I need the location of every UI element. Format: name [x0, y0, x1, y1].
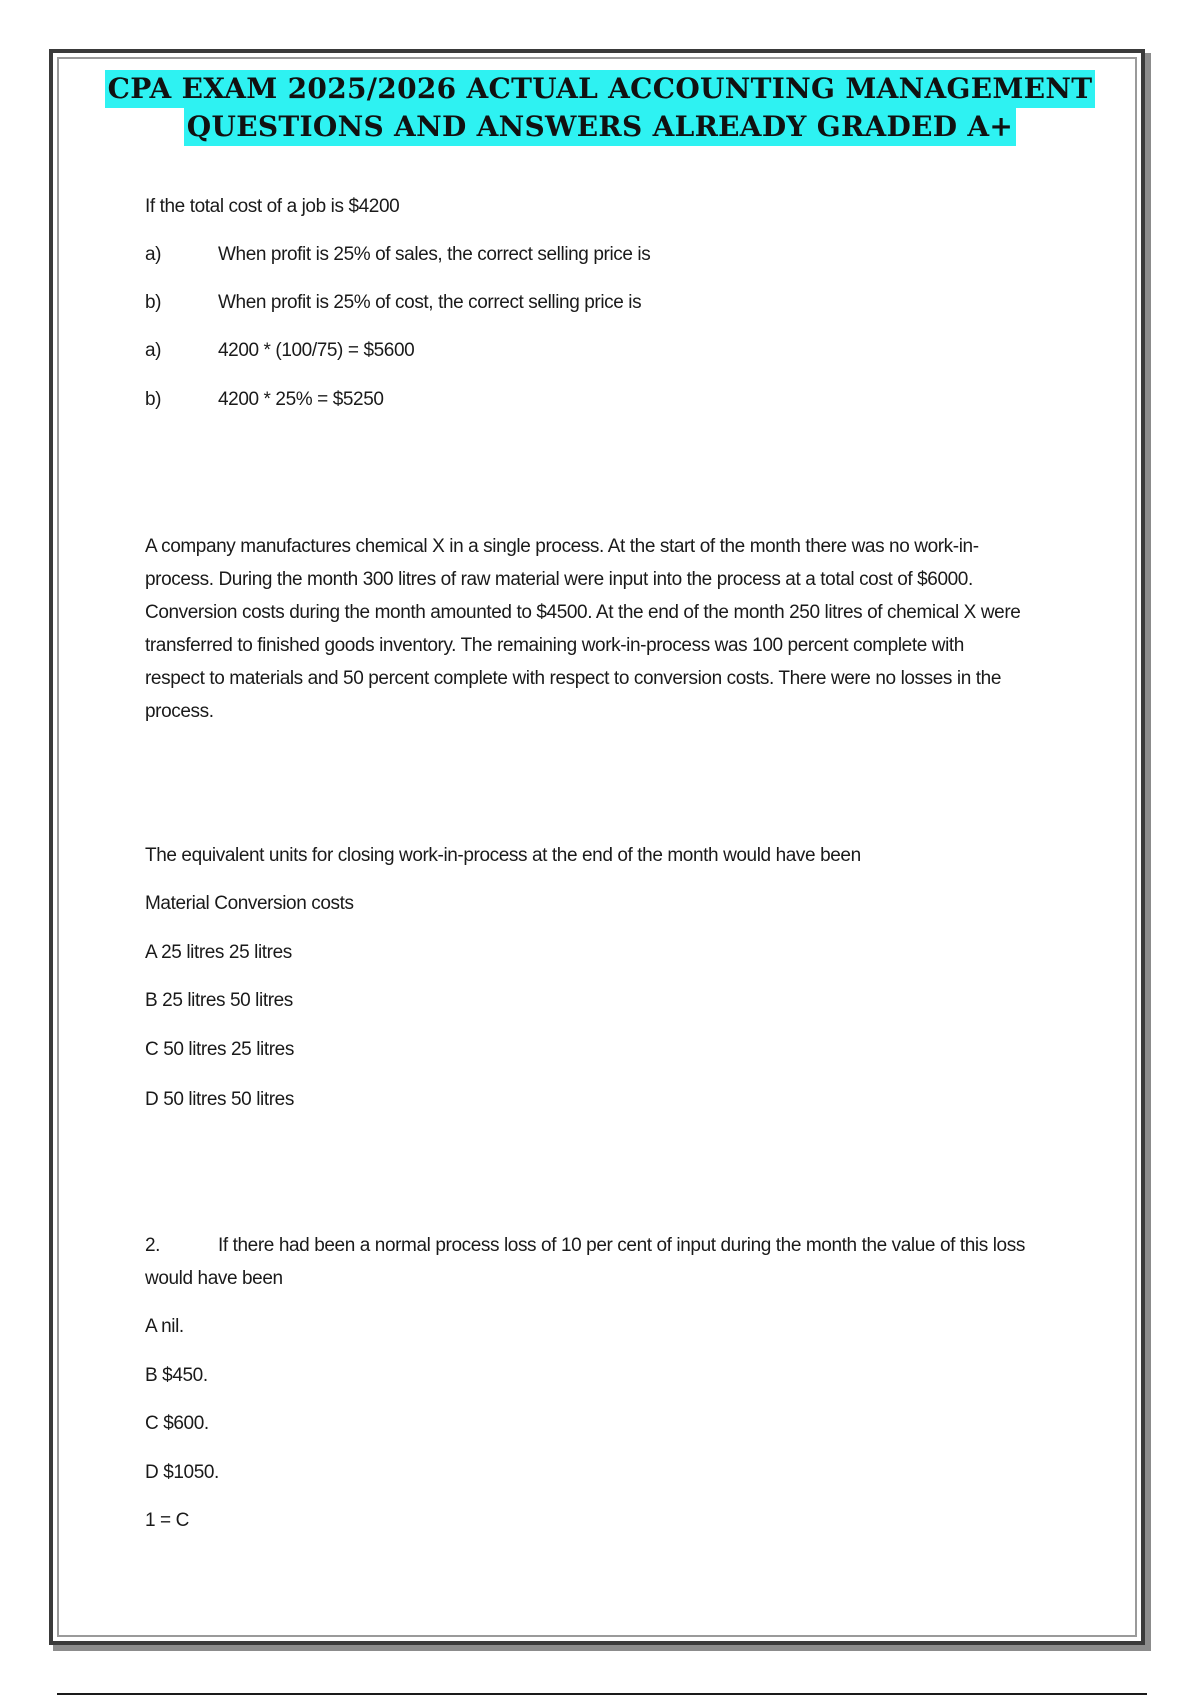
q3-prompt-text: If there had been a normal process loss of 10 per cent of input during the month the value of this loss	[218, 1235, 1025, 1256]
q1-answer-marker: a)	[145, 340, 162, 361]
q2-option: A 25 litres 25 litres	[145, 942, 292, 963]
q1-answer-text: 4200 * (100/75) = $5600	[218, 340, 415, 361]
q3-prompt-line2: would have been	[145, 1268, 283, 1289]
q3-option: B $450.	[145, 1365, 208, 1386]
q2-paragraph-line: process.	[145, 701, 214, 722]
q1-answer	[145, 340, 414, 362]
q1-item	[145, 292, 641, 314]
q2-paragraph-line: A company manufactures chemical X in a single process. At the start of the month there was no work-in-	[145, 536, 979, 557]
q1-intro: If the total cost of a job is $4200	[145, 196, 400, 217]
q2-prompt: The equivalent units for closing work-in-process at the end of the month would have been	[145, 845, 861, 866]
q2-option: C 50 litres 25 litres	[145, 1039, 294, 1060]
title-line-1: CPA EXAM 2025/2026 ACTUAL ACCOUNTING MANAGEMENT	[105, 70, 1096, 108]
q3-option: A nil.	[145, 1316, 184, 1337]
q2-paragraph-line: transferred to finished goods inventory. The remaining work-in-process was 100 percent complete with	[145, 635, 964, 656]
answer-key: 1 = C	[145, 1510, 189, 1531]
q1-item-marker: a)	[145, 244, 162, 265]
q1-item	[145, 244, 650, 266]
q1-item-text: When profit is 25% of sales, the correct selling price is	[218, 244, 651, 265]
title-line-2: QUESTIONS AND ANSWERS ALREADY GRADED A+	[184, 108, 1016, 146]
document-title	[0, 70, 1200, 146]
q3-prompt-line1	[145, 1235, 1025, 1257]
q3-option: D $1050.	[145, 1462, 219, 1483]
q1-answer	[145, 389, 384, 411]
q2-option: B 25 litres 50 litres	[145, 990, 293, 1011]
page-shadow-bottom	[53, 1645, 1151, 1651]
q1-answer-text: 4200 * 25% = $5250	[218, 389, 384, 410]
q2-paragraph-line: process. During the month 300 litres of raw material were input into the process at a total cost of $6000.	[145, 569, 973, 590]
q1-answer-marker: b)	[145, 389, 162, 410]
q2-option: D 50 litres 50 litres	[145, 1089, 294, 1110]
q3-number: 2.	[145, 1235, 161, 1256]
q1-item-marker: b)	[145, 292, 162, 313]
footer-rule	[57, 1693, 1147, 1695]
q1-item-text: When profit is 25% of cost, the correct selling price is	[218, 292, 642, 313]
page-shadow-right	[1145, 53, 1151, 1649]
q2-column-header: Material Conversion costs	[145, 893, 354, 914]
q2-paragraph-line: Conversion costs during the month amounted to $4500. At the end of the month 250 litres of chemical X were	[145, 602, 1021, 623]
q3-option: C $600.	[145, 1413, 209, 1434]
q2-paragraph-line: respect to materials and 50 percent complete with respect to conversion costs. There were no losses in the	[145, 668, 1001, 689]
